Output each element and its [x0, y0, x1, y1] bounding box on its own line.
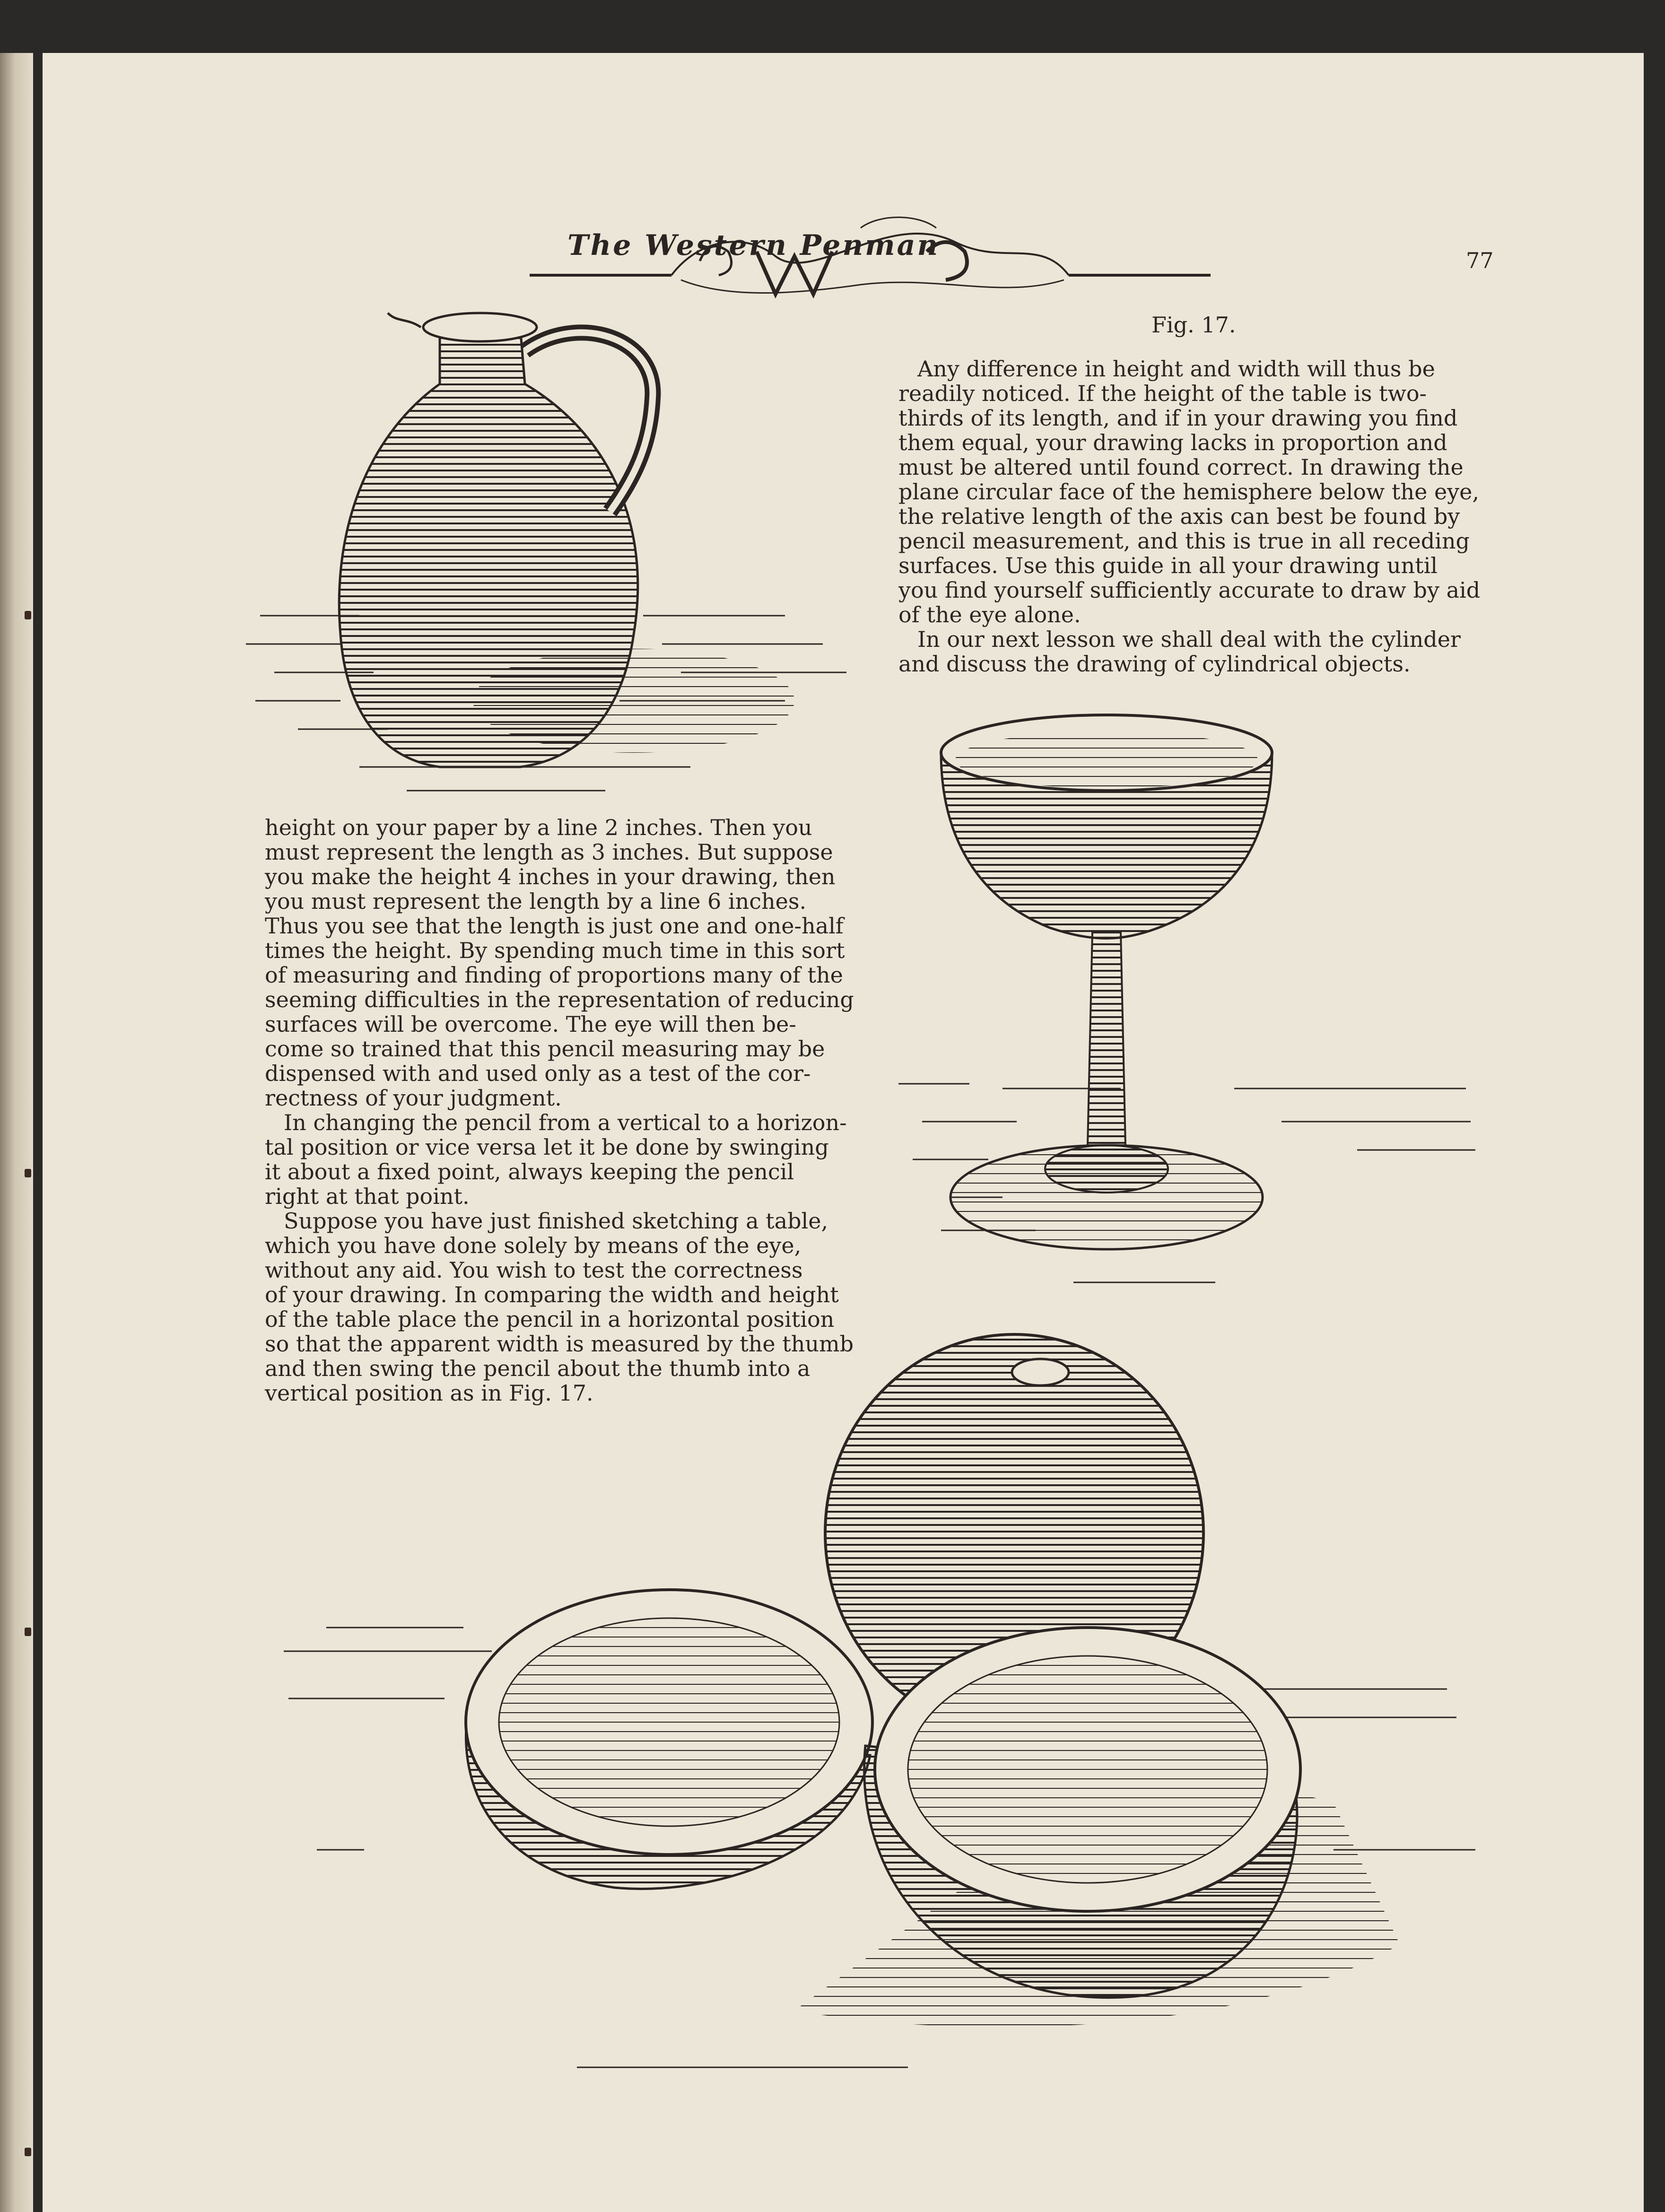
text-line: height on your paper by a line 2 inches. Then you: [265, 815, 812, 840]
text-line: must be altered until found correct. In drawing the: [898, 454, 1464, 480]
text-line: pencil measurement, and this is true in all receding: [898, 528, 1470, 554]
masthead-title: The Western Penman: [567, 229, 940, 262]
text-line: them equal, your drawing lacks in proportion and: [898, 430, 1447, 455]
text-line: of the eye alone.: [898, 602, 1081, 627]
text-line: you make the height 4 inches in your drawing, then: [265, 864, 836, 889]
text-line: without any aid. You wish to test the correctness: [265, 1257, 803, 1283]
text-line: dispensed with and used only as a test of the cor-: [265, 1061, 811, 1086]
text-line: surfaces will be overcome. The eye will then be-: [265, 1011, 796, 1037]
text-line: Any difference in height and width will thus be: [917, 356, 1435, 382]
spine-mark: [25, 1169, 31, 1177]
text-line: readily noticed. If the height of the table is two-: [898, 381, 1427, 406]
spine-mark: [25, 611, 31, 619]
text-line: of measuring and finding of proportions many of the: [265, 962, 843, 988]
text-line: vertical position as in Fig. 17.: [265, 1380, 593, 1406]
text-line: you must represent the length by a line 6 inches.: [265, 888, 807, 914]
text-line: seeming difficulties in the representation of reducing: [265, 987, 854, 1012]
spine-mark: [25, 2148, 31, 2156]
text-line: surfaces. Use this guide in all your drawing until: [898, 553, 1438, 578]
text-line: it about a fixed point, always keeping the pencil: [265, 1159, 794, 1184]
oranges-drawing: [246, 1330, 1523, 2086]
text-line: rectness of your judgment.: [265, 1085, 562, 1111]
text-line: Suppose you have just finished sketching a table,: [284, 1208, 828, 1234]
text-line: tal position or vice versa let it be done by swinging: [265, 1134, 829, 1160]
spine-mark: [25, 1628, 31, 1636]
text-line: come so trained that this pencil measuring may be: [265, 1036, 825, 1062]
text-line: which you have done solely by means of the eye,: [265, 1233, 802, 1258]
book-spine: [0, 53, 33, 2212]
text-line: In changing the pencil from a vertical to a horizon-: [284, 1110, 847, 1135]
text-line: right at that point.: [265, 1184, 470, 1209]
text-line: thirds of its length, and if in your drawing you find: [898, 405, 1458, 431]
page-number: 77: [1466, 248, 1494, 273]
magazine-page: [43, 53, 1644, 2212]
text-line: you find yourself sufficiently accurate to draw by aid: [898, 577, 1481, 603]
figure-caption: Fig. 17.: [1151, 312, 1236, 338]
text-line: of your drawing. In comparing the width and height: [265, 1282, 839, 1307]
text-line: the relative length of the axis can best be found by: [898, 504, 1460, 529]
text-line: and discuss the drawing of cylindrical objects.: [898, 651, 1411, 677]
text-line: of the table place the pencil in a horizontal position: [265, 1306, 835, 1332]
pitcher-drawing: [218, 275, 861, 810]
text-line: and then swing the pencil about the thumb into a: [265, 1356, 811, 1381]
text-line: In our next lesson we shall deal with the cylinder: [917, 627, 1461, 652]
text-line: must represent the length as 3 inches. But suppose: [265, 839, 833, 865]
text-line: Thus you see that the length is just one and one-half: [265, 913, 844, 939]
text-line: times the height. By spending much time in this sort: [265, 938, 845, 963]
left-column-text: [265, 815, 880, 1405]
text-line: so that the apparent width is measured by the thumb: [265, 1331, 854, 1357]
right-column-text: [898, 357, 1494, 676]
text-line: plane circular face of the hemisphere below the eye,: [898, 479, 1480, 505]
goblet-drawing: [894, 696, 1480, 1325]
